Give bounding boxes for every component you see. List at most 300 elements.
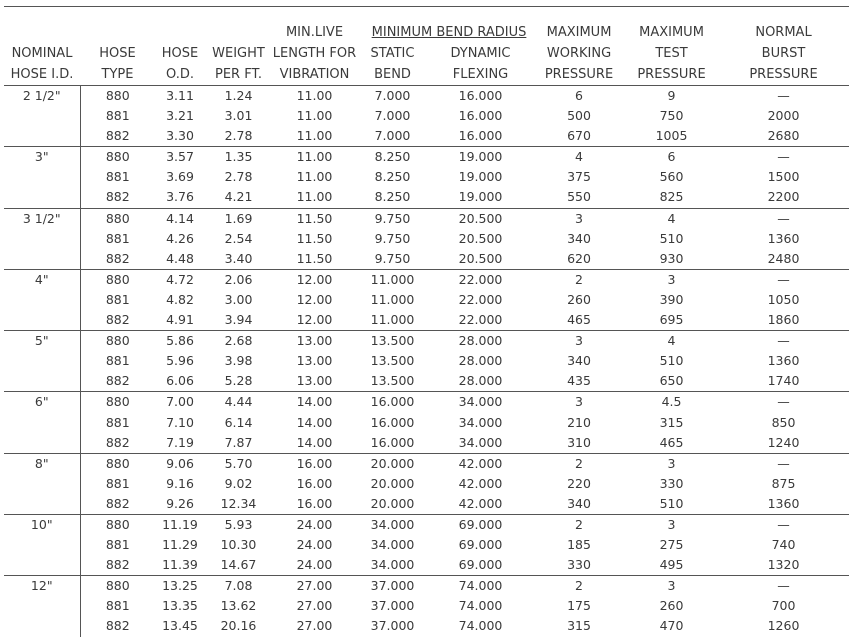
max-working-header-2: WORKING [546, 46, 612, 61]
dynamic-flexing-cell: 69.000 [458, 557, 503, 573]
hose-type-cell: 882 [105, 618, 130, 634]
static-bend-cell: 20.000 [370, 475, 415, 491]
max-working-cell: 550 [567, 189, 591, 205]
bend-radius-title: MINIMUM BEND RADIUS [371, 25, 527, 40]
hose-od-cell: 3.76 [166, 189, 194, 205]
static-header-1: STATIC [370, 46, 415, 61]
static-bend-cell: 16.000 [357, 392, 428, 413]
dynamic-flexing-cell: 28.000 [458, 373, 503, 389]
max-working-cell: 4 [533, 147, 625, 168]
hose-type-header-1: HOSE [99, 46, 136, 61]
burst-cell: 1260 [767, 618, 800, 634]
static-bend-cell: 37.000 [370, 618, 415, 634]
hose-od-cell: 7.10 [166, 414, 194, 430]
static-bend-cell: 7.000 [374, 108, 411, 124]
static-bend-cell: 34.000 [370, 537, 415, 553]
burst-cell: 2200 [767, 189, 800, 205]
hose-type-cell: 881 [105, 169, 130, 185]
weight-cell: 2.78 [224, 128, 253, 144]
weight-cell: 5.28 [224, 373, 253, 389]
hose-od-cell: 4.82 [166, 291, 194, 307]
static-header-2: BEND [357, 64, 428, 86]
burst-cell: 1050 [767, 291, 800, 307]
dynamic-flexing-cell: 22.000 [458, 312, 503, 328]
weight-cell: 2.06 [205, 269, 272, 290]
weight-cell: 12.34 [220, 495, 257, 511]
live-length-cell: 13.00 [296, 373, 333, 389]
dynamic-flexing-cell: 16.000 [458, 128, 503, 144]
weight-cell: 4.44 [205, 392, 272, 413]
nominal-id-cell: 4" [4, 269, 80, 330]
live-length-cell: 11.00 [272, 86, 357, 107]
weight-cell: 5.93 [205, 514, 272, 535]
hose-od-cell: 5.86 [155, 331, 205, 352]
weight-cell: 13.62 [220, 598, 257, 614]
burst-cell: 1500 [767, 169, 800, 185]
live-length-cell: 11.50 [272, 208, 357, 229]
max-working-cell: 500 [567, 108, 591, 124]
max-test-cell: 1005 [655, 128, 688, 144]
nominal-header-2: HOSE I.D. [4, 64, 80, 86]
header-row-1 [4, 22, 849, 43]
live-length-header-2: LENGTH FOR [272, 46, 357, 61]
table-row [4, 290, 849, 310]
live-length-cell: 24.00 [272, 514, 357, 535]
dynamic-flexing-cell: 42.000 [458, 475, 503, 491]
hose-od-cell: 11.29 [162, 537, 198, 553]
nominal-id-cell: 6" [4, 392, 80, 453]
burst-cell: — [718, 86, 849, 107]
max-test-cell: 510 [659, 495, 684, 511]
table-row [4, 86, 849, 107]
dynamic-flexing-cell: 42.000 [458, 495, 503, 511]
burst-cell: — [718, 576, 849, 597]
table-row [4, 433, 849, 454]
max-test-cell: 470 [659, 618, 684, 634]
table-row [4, 514, 849, 535]
burst-header-2: BURST [761, 46, 806, 61]
hose-type-cell: 882 [105, 434, 130, 450]
weight-cell: 4.21 [224, 189, 253, 205]
weight-cell: 2.54 [224, 230, 253, 246]
dynamic-flexing-cell: 69.000 [458, 537, 503, 553]
hose-type-cell: 880 [80, 208, 155, 229]
max-working-cell: 6 [533, 86, 625, 107]
live-length-cell: 14.00 [296, 414, 333, 430]
max-test-cell: 4 [625, 331, 718, 352]
burst-cell: 1740 [767, 373, 800, 389]
live-length-cell: 11.50 [296, 230, 333, 246]
max-test-cell: 465 [659, 434, 684, 450]
weight-header-1: WEIGHT [212, 46, 265, 61]
nominal-id-cell: 12" [4, 576, 80, 637]
hose-type-cell: 881 [105, 475, 130, 491]
max-test-cell: 495 [659, 557, 684, 573]
burst-cell: 1360 [767, 495, 800, 511]
max-working-cell: 330 [567, 557, 591, 573]
hose-od-cell: 3.21 [166, 108, 194, 124]
hose-od-cell: 7.00 [155, 392, 205, 413]
hose-type-cell: 880 [80, 514, 155, 535]
hose-type-cell: 882 [105, 189, 130, 205]
live-length-cell: 11.00 [296, 189, 333, 205]
table-row [4, 474, 849, 494]
burst-cell: 850 [771, 414, 796, 430]
table-row [4, 576, 849, 597]
burst-cell: 1860 [767, 312, 800, 328]
hose-type-cell: 881 [105, 291, 130, 307]
table-row [4, 453, 849, 474]
hose-spec-table [4, 22, 849, 637]
max-test-cell: 3 [625, 576, 718, 597]
live-length-cell: 24.00 [296, 537, 333, 553]
dynamic-flexing-cell: 20.500 [458, 230, 503, 246]
dynamic-flexing-cell: 28.000 [428, 331, 533, 352]
hose-type-cell: 882 [105, 128, 130, 144]
live-length-cell: 14.00 [272, 392, 357, 413]
hose-type-header-2: TYPE [80, 64, 155, 86]
hose-type-cell: 882 [105, 495, 130, 511]
burst-cell: 700 [771, 598, 796, 614]
weight-cell: 1.24 [205, 86, 272, 107]
max-working-cell: 435 [567, 373, 591, 389]
hose-od-cell: 4.14 [155, 208, 205, 229]
max-working-cell: 210 [567, 414, 591, 430]
max-working-cell: 310 [567, 434, 591, 450]
max-test-cell: 3 [625, 269, 718, 290]
dynamic-flexing-cell: 20.500 [428, 208, 533, 229]
hose-od-cell: 11.19 [155, 514, 205, 535]
table-row [4, 187, 849, 208]
max-test-cell: 3 [625, 514, 718, 535]
nominal-id-cell: 2 1/2" [4, 86, 80, 147]
weight-cell: 2.68 [205, 331, 272, 352]
max-working-cell: 465 [567, 312, 591, 328]
hose-od-cell: 13.35 [162, 598, 198, 614]
max-working-cell: 220 [567, 475, 591, 491]
live-length-cell: 11.00 [296, 108, 333, 124]
max-working-cell: 2 [533, 453, 625, 474]
header-row-2 [4, 43, 849, 64]
hose-type-cell: 882 [105, 250, 130, 266]
live-length-cell: 11.50 [296, 250, 333, 266]
static-bend-cell: 7.000 [374, 128, 411, 144]
hose-od-cell: 3.30 [166, 128, 194, 144]
weight-cell: 3.01 [224, 108, 253, 124]
static-bend-cell: 37.000 [357, 576, 428, 597]
hose-type-cell: 882 [105, 373, 130, 389]
hose-type-cell: 880 [80, 576, 155, 597]
weight-cell: 6.14 [224, 414, 253, 430]
max-working-cell: 2 [533, 514, 625, 535]
max-test-cell: 260 [659, 598, 684, 614]
static-bend-cell: 9.750 [374, 230, 411, 246]
weight-header-2: PER FT. [205, 64, 272, 86]
table-row [4, 371, 849, 392]
weight-cell: 7.08 [205, 576, 272, 597]
table-row [4, 249, 849, 270]
dynamic-flexing-cell: 20.500 [458, 250, 503, 266]
max-test-header-1: MAXIMUM [639, 25, 704, 40]
table-row [4, 392, 849, 413]
static-bend-cell: 9.750 [357, 208, 428, 229]
max-test-cell: 750 [659, 108, 684, 124]
live-length-cell: 14.00 [296, 434, 333, 450]
live-length-cell: 12.00 [296, 312, 333, 328]
hose-type-cell: 880 [80, 331, 155, 352]
max-working-cell: 315 [567, 618, 591, 634]
static-bend-cell: 11.000 [370, 312, 415, 328]
table-row [4, 167, 849, 187]
table-row [4, 555, 849, 576]
static-bend-cell: 34.000 [357, 514, 428, 535]
static-bend-cell: 13.500 [370, 373, 415, 389]
hose-type-cell: 880 [80, 86, 155, 107]
burst-header-1: NORMAL [755, 25, 812, 40]
hose-od-cell: 6.06 [166, 373, 194, 389]
dynamic-flexing-cell: 34.000 [458, 414, 503, 430]
nominal-id-cell: 8" [4, 453, 80, 514]
table-row [4, 310, 849, 331]
dynamic-flexing-cell: 74.000 [428, 576, 533, 597]
hose-od-header-2: O.D. [155, 64, 205, 86]
hose-type-cell: 881 [105, 353, 130, 369]
live-length-cell: 16.00 [296, 475, 333, 491]
nominal-id-cell: 5" [4, 331, 80, 392]
burst-cell: — [718, 269, 849, 290]
hose-type-cell: 882 [105, 557, 130, 573]
burst-cell: 2000 [767, 108, 800, 124]
dynamic-flexing-cell: 28.000 [458, 353, 503, 369]
max-working-cell: 2 [533, 576, 625, 597]
hose-od-header-1: HOSE [161, 46, 199, 61]
max-test-cell: 930 [659, 250, 684, 266]
static-bend-cell: 16.000 [370, 434, 415, 450]
max-test-header-3: PRESSURE [625, 64, 718, 86]
hose-od-cell: 13.45 [162, 618, 198, 634]
hose-od-cell: 4.26 [166, 230, 194, 246]
max-working-header-1: MAXIMUM [546, 25, 612, 40]
static-bend-cell: 20.000 [370, 495, 415, 511]
max-test-header-2: TEST [655, 46, 688, 61]
max-working-cell: 3 [533, 392, 625, 413]
static-bend-cell: 20.000 [357, 453, 428, 474]
hose-od-cell: 4.72 [155, 269, 205, 290]
max-test-cell: 3 [625, 453, 718, 474]
burst-cell: — [718, 147, 849, 168]
max-working-cell: 340 [567, 495, 591, 511]
max-working-cell: 670 [567, 128, 591, 144]
top-rule [4, 6, 849, 7]
max-test-cell: 315 [659, 414, 684, 430]
dynamic-flexing-cell: 69.000 [428, 514, 533, 535]
max-working-cell: 260 [567, 291, 591, 307]
dynamic-flexing-cell: 16.000 [458, 108, 503, 124]
max-test-cell: 9 [625, 86, 718, 107]
weight-cell: 10.30 [220, 537, 257, 553]
max-working-cell: 3 [533, 331, 625, 352]
hose-od-cell: 5.96 [166, 353, 194, 369]
hose-od-cell: 4.48 [166, 250, 194, 266]
hose-type-cell: 881 [105, 537, 130, 553]
weight-cell: 9.02 [224, 475, 253, 491]
table-row [4, 616, 849, 636]
max-test-cell: 275 [659, 537, 684, 553]
table-row [4, 229, 849, 249]
live-length-cell: 13.00 [272, 331, 357, 352]
static-bend-cell: 34.000 [370, 557, 415, 573]
live-length-cell: 27.00 [272, 576, 357, 597]
max-test-cell: 695 [659, 312, 684, 328]
weight-cell: 1.35 [205, 147, 272, 168]
live-length-cell: 11.00 [296, 128, 333, 144]
live-length-cell: 11.00 [272, 147, 357, 168]
table-row [4, 269, 849, 290]
live-length-cell: 13.00 [296, 353, 333, 369]
header-row-3 [4, 64, 849, 86]
hose-od-cell: 4.91 [166, 312, 194, 328]
nominal-header-1: NOMINAL [11, 46, 73, 61]
weight-cell: 2.78 [224, 169, 253, 185]
table-row [4, 331, 849, 352]
weight-cell: 3.00 [224, 291, 253, 307]
hose-od-cell: 9.06 [155, 453, 205, 474]
max-test-cell: 330 [659, 475, 684, 491]
static-bend-cell: 8.250 [374, 189, 411, 205]
max-working-cell: 185 [567, 537, 591, 553]
max-working-cell: 175 [567, 598, 591, 614]
table-row [4, 208, 849, 229]
dynamic-header-2: FLEXING [428, 64, 533, 86]
burst-cell: — [718, 208, 849, 229]
dynamic-header-1: DYNAMIC [450, 46, 511, 61]
nominal-id-cell: 10" [4, 514, 80, 575]
burst-cell: 1360 [767, 230, 800, 246]
max-test-cell: 560 [659, 169, 684, 185]
hose-type-cell: 881 [105, 414, 130, 430]
weight-cell: 20.16 [220, 618, 257, 634]
max-working-cell: 340 [567, 353, 591, 369]
burst-cell: 875 [771, 475, 796, 491]
static-bend-cell: 13.500 [370, 353, 415, 369]
dynamic-flexing-cell: 19.000 [458, 189, 503, 205]
burst-header-3: PRESSURE [718, 64, 849, 86]
weight-cell: 1.69 [205, 208, 272, 229]
max-working-cell: 340 [567, 230, 591, 246]
dynamic-flexing-cell: 74.000 [458, 598, 503, 614]
burst-cell: 1240 [767, 434, 800, 450]
hose-od-cell: 3.57 [155, 147, 205, 168]
live-length-cell: 12.00 [272, 269, 357, 290]
weight-cell: 3.98 [224, 353, 253, 369]
hose-type-cell: 880 [80, 147, 155, 168]
hose-od-cell: 13.25 [155, 576, 205, 597]
weight-cell: 5.70 [205, 453, 272, 474]
live-length-cell: 16.00 [272, 453, 357, 474]
hose-type-cell: 881 [105, 108, 130, 124]
live-length-cell: 12.00 [296, 291, 333, 307]
max-test-cell: 6 [625, 147, 718, 168]
burst-cell: — [718, 514, 849, 535]
max-working-cell: 3 [533, 208, 625, 229]
burst-cell: 2680 [767, 128, 800, 144]
table-row [4, 126, 849, 147]
table-row [4, 106, 849, 126]
hose-type-cell: 882 [105, 312, 130, 328]
max-test-cell: 390 [659, 291, 684, 307]
table-row [4, 147, 849, 168]
table-row [4, 413, 849, 433]
hose-od-cell: 3.69 [166, 169, 194, 185]
burst-cell: — [718, 453, 849, 474]
hose-od-cell: 7.19 [166, 434, 194, 450]
max-test-cell: 4 [625, 208, 718, 229]
weight-cell: 3.94 [224, 312, 253, 328]
dynamic-flexing-cell: 22.000 [428, 269, 533, 290]
live-length-cell: 11.00 [296, 169, 333, 185]
hose-od-cell: 11.39 [162, 557, 198, 573]
max-test-cell: 650 [659, 373, 684, 389]
hose-od-cell: 9.26 [166, 495, 194, 511]
max-working-cell: 620 [567, 250, 591, 266]
max-working-cell: 2 [533, 269, 625, 290]
live-length-cell: 27.00 [296, 618, 333, 634]
burst-cell: 2480 [767, 250, 800, 266]
live-length-cell: 16.00 [296, 495, 333, 511]
nominal-id-cell: 3 1/2" [4, 208, 80, 269]
dynamic-flexing-cell: 42.000 [428, 453, 533, 474]
dynamic-flexing-cell: 19.000 [458, 169, 503, 185]
static-bend-cell: 8.250 [357, 147, 428, 168]
table-row [4, 494, 849, 515]
max-test-cell: 510 [659, 353, 684, 369]
static-bend-cell: 9.750 [374, 250, 411, 266]
nominal-id-cell: 3" [4, 147, 80, 208]
static-bend-cell: 37.000 [370, 598, 415, 614]
max-working-header-3: PRESSURE [533, 64, 625, 86]
static-bend-cell: 8.250 [374, 169, 411, 185]
dynamic-flexing-cell: 34.000 [428, 392, 533, 413]
burst-cell: — [718, 392, 849, 413]
hose-od-cell: 9.16 [166, 475, 194, 491]
max-test-cell: 510 [659, 230, 684, 246]
dynamic-flexing-cell: 22.000 [458, 291, 503, 307]
hose-type-cell: 880 [80, 392, 155, 413]
hose-type-cell: 880 [80, 453, 155, 474]
max-working-cell: 375 [567, 169, 591, 185]
dynamic-flexing-cell: 16.000 [428, 86, 533, 107]
dynamic-flexing-cell: 19.000 [428, 147, 533, 168]
live-length-header-3: VIBRATION [272, 64, 357, 86]
dynamic-flexing-cell: 34.000 [458, 434, 503, 450]
static-bend-cell: 11.000 [370, 291, 415, 307]
burst-cell: — [718, 331, 849, 352]
burst-cell: 1360 [767, 353, 800, 369]
table-row [4, 535, 849, 555]
dynamic-flexing-cell: 74.000 [458, 618, 503, 634]
weight-cell: 3.40 [224, 250, 253, 266]
table-row [4, 596, 849, 616]
burst-cell: 1320 [767, 557, 800, 573]
hose-od-cell: 3.11 [155, 86, 205, 107]
static-bend-cell: 7.000 [357, 86, 428, 107]
table-row [4, 351, 849, 371]
weight-cell: 14.67 [220, 557, 257, 573]
live-length-cell: 27.00 [296, 598, 333, 614]
burst-cell: 740 [771, 537, 796, 553]
hose-type-cell: 881 [105, 230, 130, 246]
max-test-cell: 4.5 [625, 392, 718, 413]
